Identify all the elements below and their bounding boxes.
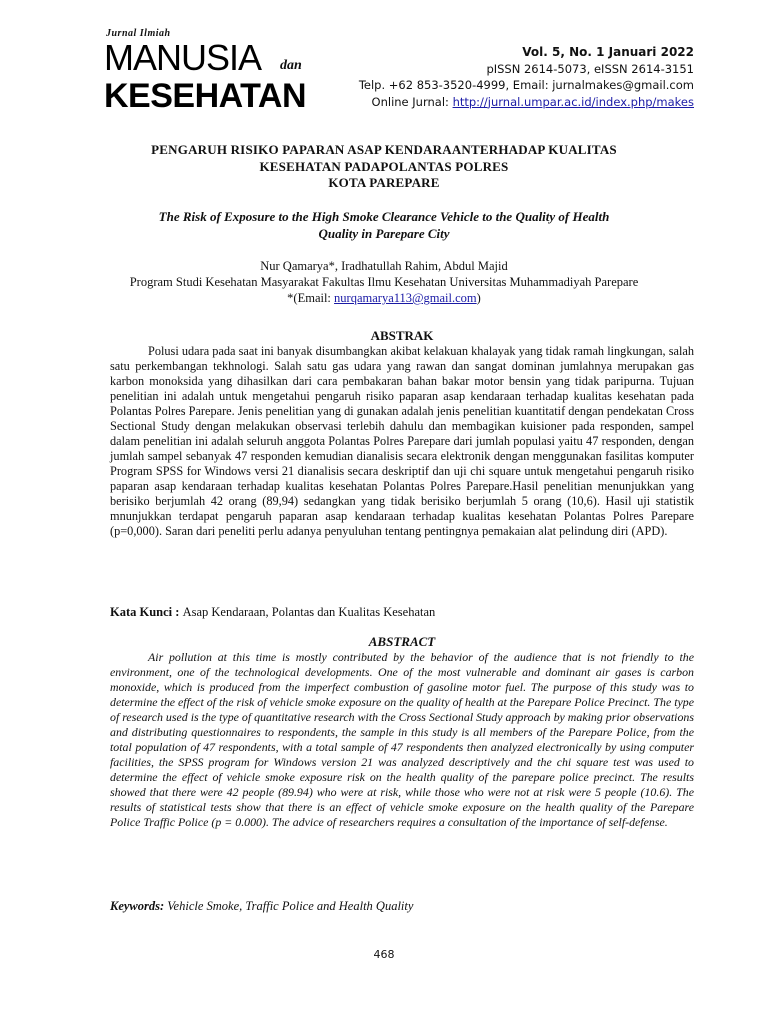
title-id-line-3: KOTA PAREPARE <box>328 175 440 190</box>
author-block <box>100 258 668 306</box>
author-names: Nur Qamarya*, Iradhatullah Rahim, Abdul Majid <box>260 259 508 273</box>
title-id-line-2: KESEHATAN PADAPOLANTAS POLRES <box>259 158 509 174</box>
title-indonesian <box>100 142 668 192</box>
title-id-line-1: PENGARUH RISIKO PAPARAN ASAP KENDARAANTERHADAP KUALITAS <box>151 142 617 157</box>
journal-logo <box>104 28 334 118</box>
abstract-body: Air pollution at this time is mostly contributed by the behavior of the audience that is not friendly to the environment, one of the technological developments. One of the most vulnerable and dominant air gases is carbon monoxide, which is produced from the imperfect combustion of gasoline motor fuel. The purpose of this study was to determine the effect of the risk of vehicle smoke exposure on the quality of health at the Parepare Police Precinct. The type of research used is the type of quantitative research with the Cross Sectional Study approach by making prior observations and distributing questionnaires to respondents, the sample in this study is all members of the Parepare Police, from the total population of 47 respondents, with a total sample of 47 respondents then analyzed electronically by using computer facilities, the SPSS program for Windows version 21 was analyzed descriptively and the chi square test was used to determine the effect of vehicle smoke exposure risk on the health quality of the parepare police precinct. The results showed that there were 42 people (89.94) who were at risk, while those who were not at risk were 5 people (10.6). The results of statistical tests show that there is an effect of vehicle smoke exposure on the health quality of the Parepare Police Traffic Police (p = 0.000). The advice of researchers requires a consultation of the importance of self-defense. <box>110 650 694 829</box>
keywords-en-value: Vehicle Smoke, Traffic Police and Health Quality <box>167 899 414 913</box>
page-number: 468 <box>373 948 395 961</box>
abstract-heading: ABSTRACT <box>368 634 436 649</box>
keywords-id-value: Asap Kendaraan, Polantas dan Kualitas Kesehatan <box>182 605 436 619</box>
author-email-line <box>100 290 668 306</box>
journal-header <box>0 0 768 120</box>
abstrak-section <box>110 328 694 539</box>
keywords-english <box>110 898 413 914</box>
abstract-section <box>110 634 694 830</box>
journal-meta <box>359 44 694 110</box>
title-en-line-1: The Risk of Exposure to the High Smoke Clearance Vehicle to the Quality of Health <box>158 209 610 224</box>
journal-online <box>359 94 694 111</box>
logo-name-bottom: KESEHATAN <box>104 77 307 115</box>
abstrak-body: Polusi udara pada saat ini banyak disumbangkan akibat kelakuan khalayak yang tidak ramah lingkungan, salah satu perkembangan tekhnologi. Salah satu gas udara yang rawan dan sangat dominan jumlahnya merupakan gas karbon monoksida yang dihasilkan dari cara pembakaran bahan bakar motor bensin yang tidak paripurna. Tujuan penelitian ini adalah untuk mengetahui pengaruh risiko paparan asap kendaraan terhadap kualitas kesehatan pada Polantas Polres Parepare. Jenis penelitian yang di gunakan adalah jenis penelitian kuantitatif dengan pendekatan Cross Sectional Study dengan melakukan observasi terlebih dahulu dan membagikan kuisioner pada responden, sampel dalam penelitian ini adalah seluruh anggota Polantas Polres Parepare dari jumlah populasi yaitu 47 responden, dengan jumlah sampel sebanyak 47 responden kemudian dianalisis secara elektronik dengan menggunakan fasilitas komputer Program SPSS for Windows versi 21 dianalisis secara deskriptif dan uji chi square untuk mengetahui pengaruh risiko paparan asap kendaraan terhadap kualitas kesehatan Polantas Polres Parepare.Hasil penelitian menunjukkan yang berisiko berjumlah 42 orang (89,94) sedangkan yang tidak berisiko berjumlah 5 orang (10,6). Hasil uji statistik mnunjukkan terdapat pengaruh paparan asap kendaraan terhadap kualitas kesehatan Polantas Polres Parepare (p=0,000). Saran dari peneliti perlu adanya penyuluhan tentang pentingnya pemakaian alat pelindung diri (APD). <box>110 344 694 538</box>
journal-contact: Telp. +62 853-3520-4999, Email: jurnalmakes@gmail.com <box>358 78 694 92</box>
online-label: Online Jurnal: <box>371 94 453 109</box>
email-prefix: *(Email: <box>287 291 335 305</box>
journal-issn: pISSN 2614-5073, eISSN 2614-3151 <box>486 61 694 76</box>
keywords-en-label: Keywords: <box>110 899 168 913</box>
abstrak-heading: ABSTRAK <box>370 328 434 343</box>
author-email-link[interactable]: nurqamarya113@gmail.com <box>334 291 477 305</box>
logo-name-top: MANUSIA <box>104 37 262 78</box>
logo-name-mid: dan <box>280 58 302 73</box>
keywords-indonesian <box>110 604 435 620</box>
author-affiliation: Program Studi Kesehatan Masyarakat Fakultas Ilmu Kesehatan Universitas Muhammadiyah Parepare <box>129 275 639 289</box>
journal-online-link[interactable]: http://jurnal.umpar.ac.id/index.php/makes <box>452 94 694 109</box>
keywords-id-label: Kata Kunci : <box>110 605 183 619</box>
title-en-line-2: Quality in Parepare City <box>318 226 450 241</box>
logo-tagline: Jurnal Ilmiah <box>106 28 171 39</box>
journal-volume: Vol. 5, No. 1 Januari 2022 <box>522 45 694 59</box>
title-english <box>100 208 668 242</box>
email-suffix: ) <box>476 291 481 305</box>
